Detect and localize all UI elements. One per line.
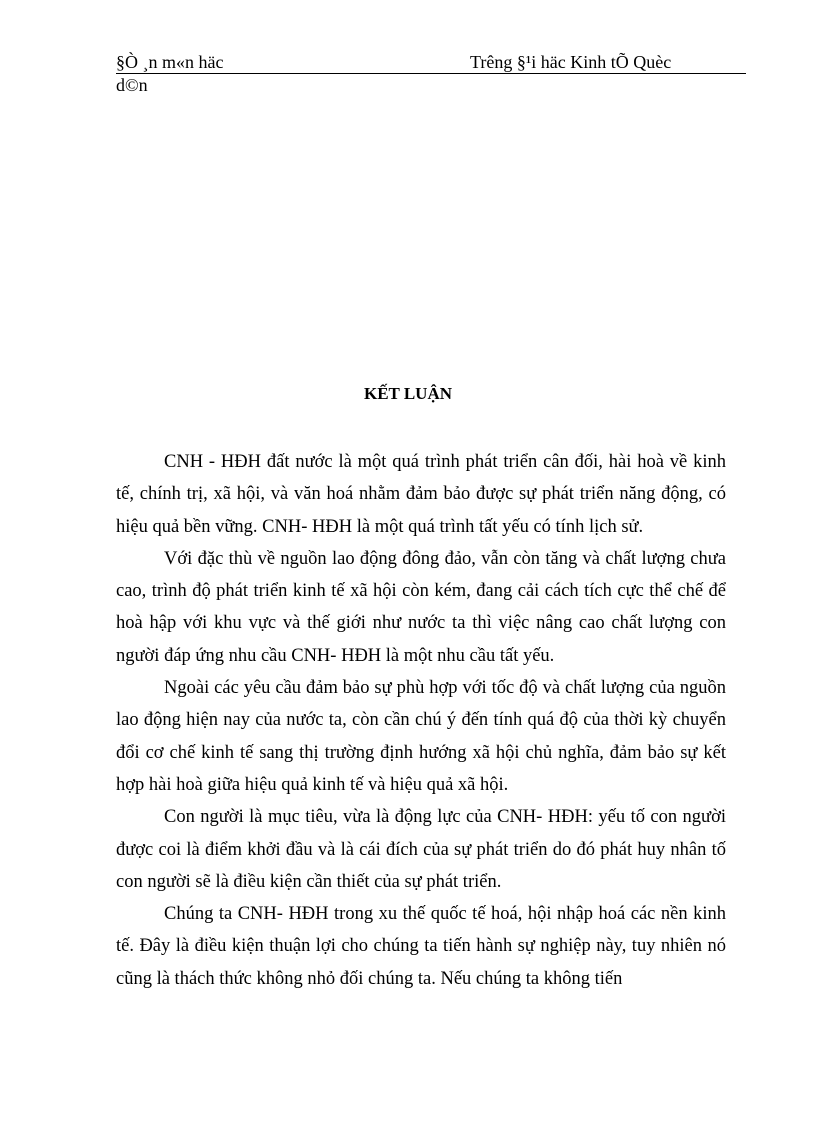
header-continuation-text: d©n: [116, 75, 148, 95]
page-header: [116, 51, 746, 74]
paragraph: Ngoài các yêu cầu đảm bảo sự phù hợp với tốc độ và chất lượng của nguồn lao động hiện nay của nước ta, còn cần chú ý đến tính quá độ của thời kỳ chuyển đổi cơ chế kinh tế sang thị trường định hướng xã hội chủ nghĩa, đảm bảo sự kết hợp hài hoà giữa hiệu quả kinh tế và hiệu quả xã hội.: [116, 678, 726, 795]
paragraph: Với đặc thù về nguồn lao động đông đảo, vẫn còn tăng và chất lượng chưa cao, trình độ phát triển kinh tế xã hội còn kém, đang cải cách tích cực thể chế để hoà hập với khu vực và thế giới như nước ta thì việc nâng cao chất lượng con người đáp ứng nhu cầu CNH- HĐH là một nhu cầu tất yếu.: [116, 548, 726, 666]
paragraph: Con người là mục tiêu, vừa là động lực của CNH- HĐH: yếu tố con người được coi là điểm khởi đầu và là cái đích của sự phát triển do đó phát huy nhân tố con người sẽ là điều kiện cần thiết của sự phát triển.: [116, 807, 726, 892]
body-text: [116, 446, 726, 995]
paragraph: CNH - HĐH đất nước là một quá trình phát triển cân đối, hài hoà về kinh tế, chính trị, xã hội, và văn hoá nhằm đảm bảo được sự phát triển năng động, có hiệu quả bền vững. CNH- HĐH là một quá trình tất yếu có tính lịch sử.: [116, 452, 726, 537]
header-left-text: §Ò ¸n m«n häc: [116, 52, 224, 72]
paragraph: Chúng ta CNH- HĐH trong xu thế quốc tế hoá, hội nhập hoá các nền kinh tế. Đây là điều kiện thuận lợi cho chúng ta tiến hành sự nghiệp này, tuy nhiên nó cũng là thách thức không nhỏ đối chúng ta. Nếu chúng ta không tiến: [116, 904, 726, 989]
header-right-text: Trêng §¹i häc Kinh tÕ Quèc: [470, 52, 672, 72]
section-title: KẾT LUẬN: [363, 384, 452, 403]
